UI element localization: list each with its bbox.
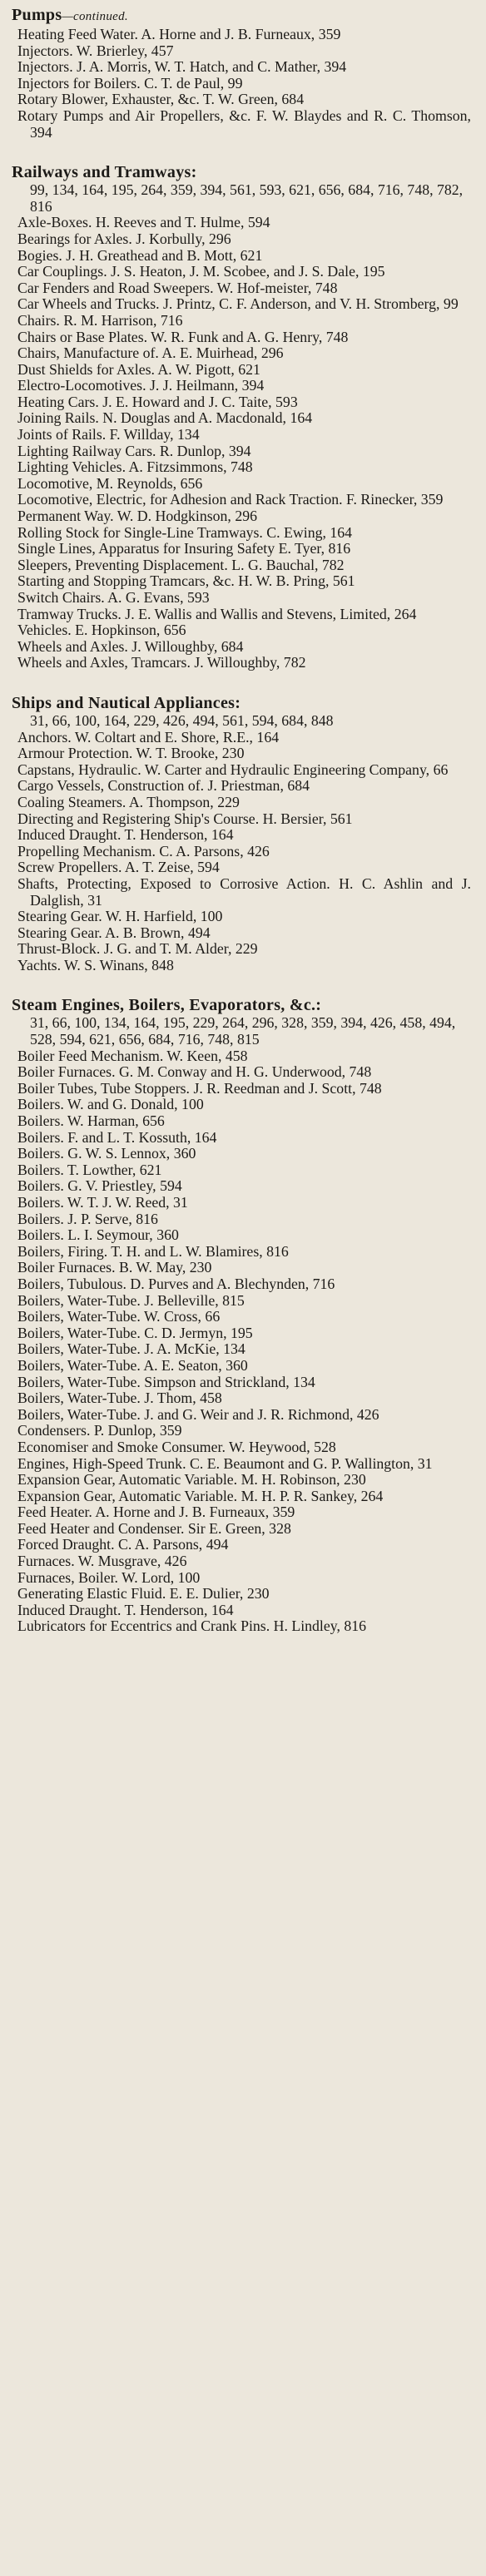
index-entry: Heating Feed Water. A. Horne and J. B. Furneaux, 359	[17, 26, 341, 42]
index-entry: Boilers, Water-Tube. A. E. Seaton, 360	[17, 1356, 248, 1374]
index-entry: Dust Shields for Axles. A. W. Pigott, 621	[17, 360, 260, 378]
section-page-numbers: 31, 66, 100, 164, 229, 426, 494, 561, 594, 684, 848	[30, 711, 334, 729]
index-entry: Thrust-Block. J. G. and T. M. Alder, 229	[17, 940, 258, 958]
index-entry: Boilers, Water-Tube. C. D. Jermyn, 195	[17, 1324, 253, 1341]
section-page-numbers: 99, 134, 164, 195, 264, 359, 394, 561, 593, 621, 656, 684, 716, 748, 782, 816	[30, 181, 464, 215]
index-entry: Condensers. P. Dunlop, 359	[17, 1422, 182, 1439]
index-entry: Directing and Registering Ship's Course. H. Bersier, 561	[17, 810, 353, 827]
section-heading-text: Ships and Nautical Appliances:	[12, 693, 241, 712]
section-heading	[12, 162, 471, 182]
index-entry: Anchors. W. Coltart and E. Shore, R.E., 164	[17, 728, 280, 746]
index-entry: Feed Heater. A. Horne and J. B. Furneaux, 359	[17, 1503, 295, 1521]
index-entry: Induced Draught. T. Henderson, 164	[17, 826, 234, 844]
section-heading-text: Railways and Tramways:	[12, 163, 197, 182]
index-entry: Yachts. W. S. Winans, 848	[17, 956, 174, 973]
index-entry: Lighting Railway Cars. R. Dunlop, 394	[17, 442, 251, 459]
index-entry: Locomotive, M. Reynolds, 656	[17, 474, 203, 492]
index-entry: Locomotive, Electric, for Adhesion and Rack Traction. F. Rinecker, 359	[17, 491, 444, 508]
index-entry: Wheels and Axles, Tramcars. J. Willoughby, 782	[17, 654, 306, 671]
index-entry: Boilers, Firing. T. H. and L. W. Blamires, 816	[17, 1242, 289, 1260]
index-entry: Engines, High-Speed Trunk. C. E. Beaumont and G. P. Wallington, 31	[17, 1454, 433, 1472]
index-entry: Joining Rails. N. Douglas and A. Macdonald, 164	[17, 409, 313, 427]
index-entry: Boilers. W. and G. Donald, 100	[17, 1096, 204, 1113]
index-entry: Boilers, Water-Tube. J. and G. Weir and J. R. Richmond, 426	[17, 1405, 379, 1423]
index-entry: Generating Elastic Fluid. E. E. Dulier, 230	[17, 1585, 270, 1603]
index-entry: Axle-Boxes. H. Reeves and T. Hulme, 594	[17, 214, 270, 231]
index-entry: Boilers, Water-Tube. W. Cross, 66	[17, 1308, 221, 1325]
section-heading	[12, 995, 471, 1015]
index-entry: Forced Draught. C. A. Parsons, 494	[17, 1536, 229, 1553]
index-section	[12, 995, 471, 1635]
index-entry: Boiler Tubes, Tube Stoppers. J. R. Reedman and J. Scott, 748	[17, 1079, 382, 1097]
index-entry: Feed Heater and Condenser. Sir E. Green, 328	[17, 1519, 291, 1537]
index-entry: Permanent Way. W. D. Hodgkinson, 296	[17, 508, 257, 525]
section-heading	[12, 5, 471, 27]
index-entry: Boiler Furnaces. G. M. Conway and H. G. Underwood, 748	[17, 1063, 372, 1081]
index-entry: Expansion Gear, Automatic Variable. M. H. P. R. Sankey, 264	[17, 1487, 384, 1504]
index-entry: Boilers. W. Harman, 656	[17, 1112, 165, 1130]
index-entry: Furnaces. W. Musgrave, 426	[17, 1553, 187, 1570]
index-entry: Switch Chairs. A. G. Evans, 593	[17, 589, 210, 606]
index-entry: Bogies. J. H. Greathead and B. Mott, 621	[17, 246, 263, 264]
index-entry: Lubricators for Eccentrics and Crank Pins. H. Lindley, 816	[17, 1617, 367, 1635]
index-entry: Boilers, Tubulous. D. Purves and A. Blechynden, 716	[17, 1275, 335, 1292]
index-entry: Car Fenders and Road Sweepers. W. Hof-meister, 748	[17, 279, 338, 296]
index-entry: Injectors. W. Brierley, 457	[17, 42, 174, 59]
index-entry: Wheels and Axles. J. Willoughby, 684	[17, 637, 244, 655]
index-entry: Cargo Vessels, Construction of. J. Priestman, 684	[17, 777, 310, 795]
index-entry: Coaling Steamers. A. Thompson, 229	[17, 793, 240, 810]
index-entry: Single Lines, Apparatus for Insuring Safety E. Tyer, 816	[17, 540, 351, 557]
index-entry: Boilers. L. I. Seymour, 360	[17, 1226, 179, 1244]
section-heading-text: Pumps	[12, 6, 62, 24]
index-entry: Tramway Trucks. J. E. Wallis and Wallis and Stevens, Limited, 264	[17, 605, 417, 622]
index-entry: Boilers. T. Lowther, 621	[17, 1161, 162, 1178]
index-entry: Boilers. F. and L. T. Kossuth, 164	[17, 1128, 217, 1146]
index-entry: Rotary Pumps and Air Propellers, &c. F. W. Blaydes and R. C. Thomson, 394	[17, 107, 471, 141]
index-entry: Rolling Stock for Single-Line Tramways. C. Ewing, 164	[17, 523, 353, 541]
index-entry: Heating Cars. J. E. Howard and J. C. Taite, 593	[17, 393, 298, 410]
index-entry: Boilers. G. W. S. Lennox, 360	[17, 1145, 196, 1162]
index-entry: Boilers, Water-Tube. Simpson and Strickland, 134	[17, 1373, 315, 1390]
index-entry: Boilers. J. P. Serve, 816	[17, 1210, 158, 1227]
index-entry: Induced Draught. T. Henderson, 164	[17, 1601, 234, 1618]
index-entry: Furnaces, Boiler. W. Lord, 100	[17, 1568, 201, 1586]
index-section	[12, 5, 471, 141]
index-entry: Boilers, Water-Tube. J. Thom, 458	[17, 1390, 222, 1407]
section-heading	[12, 693, 471, 713]
index-entry: Stearing Gear. A. B. Brown, 494	[17, 924, 211, 941]
index-entry: Injectors for Boilers. C. T. de Paul, 99	[17, 74, 243, 92]
index-entry: Boilers, Water-Tube. J. A. McKie, 134	[17, 1340, 245, 1358]
section-page-numbers: 31, 66, 100, 134, 164, 195, 229, 264, 296, 328, 359, 394, 426, 458, 494, 528, 594, 621, 656, 684, 716, 748, 815	[30, 1014, 456, 1048]
index-entry: Shafts, Protecting, Exposed to Corrosive Action. H. C. Ashlin and J. Dalglish, 31	[17, 874, 471, 909]
index-entry: Bearings for Axles. J. Korbully, 296	[17, 230, 231, 247]
section-note: —continued.	[62, 10, 128, 23]
index-section	[12, 693, 471, 974]
index-entry: Injectors. J. A. Morris, W. T. Hatch, and C. Mather, 394	[17, 58, 347, 76]
index-entry: Lighting Vehicles. A. Fitzsimmons, 748	[17, 458, 253, 476]
section-heading-text: Steam Engines, Boilers, Evaporators, &c.:	[12, 996, 322, 1015]
index-entry: Chairs. R. M. Harrison, 716	[17, 311, 183, 329]
index-entry: Boilers. G. V. Priestley, 594	[17, 1177, 182, 1195]
index-section	[12, 162, 471, 671]
index-entry: Electro-Locomotives. J. J. Heilmann, 394	[17, 377, 265, 394]
index-entry: Boilers. W. T. J. W. Reed, 31	[17, 1194, 188, 1211]
index-entry: Rotary Blower, Exhauster, &c. T. W. Green, 684	[17, 91, 305, 108]
index-entry: Capstans, Hydraulic. W. Carter and Hydraulic Engineering Company, 66	[17, 760, 449, 778]
index-entry: Car Wheels and Trucks. J. Printz, C. F. Anderson, and V. H. Stromberg, 99	[17, 295, 459, 313]
index-entry: Boilers, Water-Tube. J. Belleville, 815	[17, 1291, 245, 1309]
index-entry: Chairs or Base Plates. W. R. Funk and A. G. Henry, 748	[17, 328, 349, 345]
index-entry: Boiler Feed Mechanism. W. Keen, 458	[17, 1047, 248, 1064]
index-entry: Boiler Furnaces. B. W. May, 230	[17, 1259, 212, 1276]
index-entry: Expansion Gear, Automatic Variable. M. H. Robinson, 230	[17, 1471, 366, 1489]
index-entry: Economiser and Smoke Consumer. W. Heywood, 528	[17, 1438, 336, 1455]
index-entry: Chairs, Manufacture of. A. E. Muirhead, 296	[17, 344, 284, 362]
index-entry: Sleepers, Preventing Displacement. L. G. Bauchal, 782	[17, 556, 345, 573]
index-entry: Armour Protection. W. T. Brooke, 230	[17, 745, 245, 762]
index-entry: Stearing Gear. W. H. Harfield, 100	[17, 908, 223, 925]
index-entry: Car Couplings. J. S. Heaton, J. M. Scobee, and J. S. Dale, 195	[17, 263, 385, 280]
index-entry: Joints of Rails. F. Willday, 134	[17, 426, 200, 443]
index-entry: Vehicles. E. Hopkinson, 656	[17, 622, 186, 639]
index-entry: Screw Propellers. A. T. Zeise, 594	[17, 859, 220, 876]
index-entry: Propelling Mechanism. C. A. Parsons, 426	[17, 842, 270, 859]
index-entry: Starting and Stopping Tramcars, &c. H. W. B. Pring, 561	[17, 572, 355, 590]
